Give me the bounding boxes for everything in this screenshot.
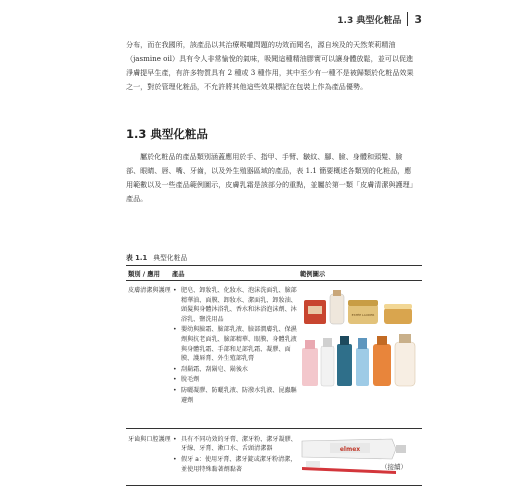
list-item: • 肥皂、卸妝乳、化妝水、泡沫洗面乳、臉部精華油、面膜、卸妝水、潔面乳、卸妝油、頭髮與身體沐浴乳、香水和沐浴泡沫劑、沐浴乳、鹽洗用品 xyxy=(172,286,300,324)
table-caption xyxy=(126,252,187,262)
gold-jar xyxy=(384,308,412,324)
toothpaste-label: elmex xyxy=(339,445,361,453)
header-products: 產品 xyxy=(172,270,185,278)
header-section-title: 1.3 典型化粧品 xyxy=(337,15,402,26)
section-paragraph: 屬於化粧品的產品類別涵蓋應用於手、指甲、手臂、皺紋、腳、臉、身體和頭髮、臉部、眼睛、唇、嘴、牙齒，以及外生殖器區域的產品，表 1.1 簡要概述各類別的化粧品，應用範數以及一些產品範例圖示，皮膚乳霜是該部分的重點，並屬於第一類「皮膚清潔與護理」產品。 xyxy=(126,152,414,203)
table-caption-label: 表 1.1 xyxy=(126,254,148,262)
glass-bottle xyxy=(395,342,415,386)
row-category: 皮膚清潔與護理 xyxy=(128,286,171,294)
row-category: 牙齒與口腔護理 xyxy=(128,435,171,443)
toothpaste-image xyxy=(300,435,422,479)
cosmetics-table xyxy=(126,265,422,486)
cream-bottle xyxy=(330,294,344,324)
table-row xyxy=(126,429,422,485)
list-item: • 假牙 a：使用牙膏、潔牙錠或潔牙粉清潔，並使用特殊黏著劑黏著 xyxy=(172,455,300,474)
running-header xyxy=(337,12,422,26)
table-bottom-rule xyxy=(126,485,422,486)
list-item: • 刮鬍霜、刮鬍皂、鬍後水 xyxy=(172,365,300,375)
header-category: 類別 / 應用 xyxy=(128,270,160,278)
skin-care-product-photos xyxy=(300,286,422,428)
table-caption-title: 典型化粧品 xyxy=(153,254,188,262)
list-item: • 防曬凝膠、防曬乳液、防潑水乳液、昆蟲驅避劑 xyxy=(172,386,300,405)
table-row xyxy=(126,281,422,428)
list-item: • 嬰幼與臉霜、臉部乳液、臉部潤膚乳、保濕劑與抗老面乳、臉部精華、眼膜、身體乳液與身體乳霜、手部和足部乳霜、凝膠、面膜、護唇膏、外生殖部乳膏 xyxy=(172,325,300,363)
section-heading: 1.3 典型化粧品 xyxy=(126,127,208,141)
continued-note: （接續） xyxy=(381,463,407,471)
header-examples: 範例圖示 xyxy=(300,270,326,278)
teal-bottle xyxy=(337,344,352,386)
blue-pump xyxy=(356,348,369,386)
oral-care-product-photos xyxy=(300,435,422,485)
table-header xyxy=(126,266,422,280)
orange-bottle xyxy=(373,344,391,386)
white-tube xyxy=(321,346,334,386)
page-number: 3 xyxy=(414,12,422,26)
product-list xyxy=(172,435,300,485)
estee-label: ESTÉE LAUDER xyxy=(351,312,375,317)
intro-paragraph: 分布，而在我國所，該產品以其治療喉嚨問題的功效而聞名，源自埃及的天然茉莉精油（jasmine oil）具有令人非常愉悅的氣味，吸聞這種精油膠實可以讓身體放鬆，並可以促進淨膚提早生產，有許多物質具有 2 種或 3 種作用，其中至少有一種不是被歸類於化粧品效果之一，對於管理化粧品，不允許將其他這些效果標記在包裝上作為產品優勢。 xyxy=(126,40,414,91)
list-item: • 具有不同功效的牙膏、潔牙粉、潔牙凝膠、牙線、牙膏、漱口水、舌頭清潔器 xyxy=(172,435,300,454)
skin-care-products-image xyxy=(300,286,422,418)
list-item: • 脫毛劑 xyxy=(172,375,300,385)
header-divider xyxy=(407,12,408,26)
pink-bottle xyxy=(302,348,318,386)
product-list xyxy=(172,286,300,428)
